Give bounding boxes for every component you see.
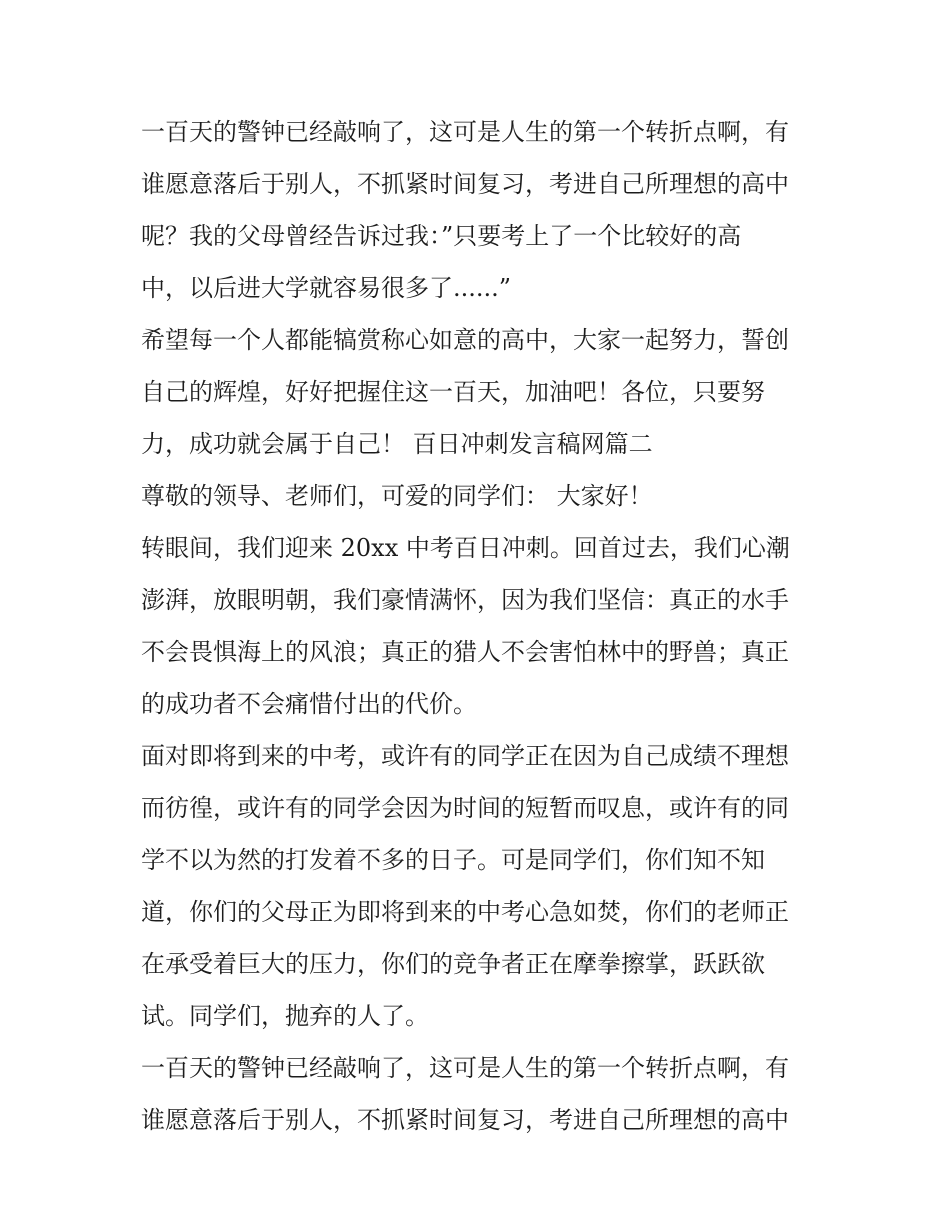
text-line: 学不以为然的打发着不多的日子。可是同学们，你们知不知 [141,846,765,874]
text-line: 的成功者不会痛惜付出的代价。 [141,690,477,718]
text-line: 力，成功就会属于自己！ 百日冲刺发言稿网篇二 [141,430,653,458]
document-body [141,106,821,1146]
text-line: 一百天的警钟已经敲响了，这可是人生的第一个转折点啊，有 [141,1054,789,1082]
text-line: 呢？我的父母曾经告诉过我：”只要考上了一个比较好的高 [141,222,742,250]
text-line: 道，你们的父母正为即将到来的中考心急如焚，你们的老师正 [141,898,789,926]
text-line: 希望每一个人都能犒赏称心如意的高中，大家一起努力，誓创 [141,326,789,354]
text-line: 谁愿意落后于别人，不抓紧时间复习，考进自己所理想的高中 [141,170,789,198]
text-line: 面对即将到来的中考，或许有的同学正在因为自己成绩不理想 [141,742,789,770]
text-line: 一百天的警钟已经敲响了，这可是人生的第一个转折点啊，有 [141,118,789,146]
text-line: 中，以后进大学就容易很多了......” [141,274,512,302]
text-line: 澎湃，放眼明朝，我们豪情满怀，因为我们坚信：真正的水手 [141,586,789,614]
text-line: 尊敬的领导、老师们，可爱的同学们： 大家好！ [141,482,653,510]
text-line: 试。同学们，抛弃的人了。 [141,1002,429,1030]
text-line: 在承受着巨大的压力，你们的竞争者正在摩拳擦掌，跃跃欲 [141,950,765,978]
text-line: 谁愿意落后于别人，不抓紧时间复习，考进自己所理想的高中 [141,1106,789,1134]
text-line: 而彷徨，或许有的同学会因为时间的短暂而叹息，或许有的同 [141,794,789,822]
text-line: 不会畏惧海上的风浪；真正的猎人不会害怕林中的野兽；真正 [141,638,789,666]
text-line: 自己的辉煌，好好把握住这一百天，加油吧！各位，只要努 [141,378,765,406]
text-line: 转眼间，我们迎来 20xx 中考百日冲刺。回首过去，我们心潮 [141,534,790,562]
